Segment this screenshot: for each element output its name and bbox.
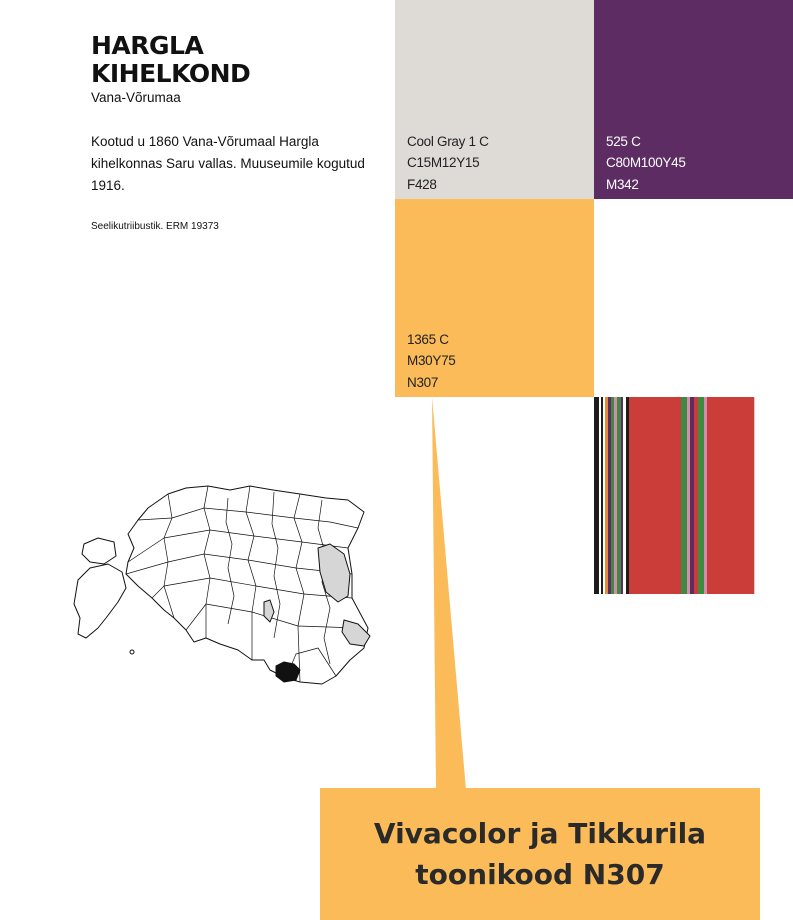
callout-pointer-shape	[432, 397, 466, 790]
region-subtitle: Vana-Võrumaa	[91, 90, 181, 105]
swatch-code-cmyk: C80M100Y45	[606, 155, 686, 170]
swatch-cool-gray	[395, 0, 594, 199]
map-islet	[130, 650, 134, 654]
stripe-pink	[687, 397, 690, 594]
stripe-pink	[614, 397, 617, 594]
skirt-stripe-pattern	[594, 397, 793, 594]
callout-line-2: toonikood N307	[415, 858, 665, 891]
stripe-black	[594, 397, 599, 594]
stripe-black	[601, 397, 603, 594]
swatch-code-cmyk: M30Y75	[407, 353, 456, 368]
stripe-pink	[704, 397, 707, 594]
description-text: Kootud u 1860 Vana-Võrumaal Hargla kihelkonnas Saru vallas. Muuseumile kogutud 1916.	[91, 134, 365, 193]
swatch-code-tone: M342	[606, 176, 639, 192]
estonia-parish-map-icon	[68, 478, 376, 690]
swatch-name: 525 C	[606, 133, 641, 149]
stripe-red	[707, 397, 754, 594]
callout-box	[320, 788, 760, 920]
callout-text	[374, 813, 706, 895]
stripe-purple	[608, 397, 611, 594]
map-hiiumaa	[82, 538, 116, 564]
caption-text: Seelikutriibustik. ERM 19373	[91, 221, 219, 232]
map-saaremaa	[74, 564, 126, 638]
stripe-red	[629, 397, 681, 594]
map-lake-peipus	[318, 544, 350, 602]
page-title	[91, 32, 250, 88]
stripe-green	[698, 397, 704, 594]
title-line-1: HARGLA	[91, 31, 204, 60]
stripe-black	[626, 397, 629, 594]
swatch-code-cmyk: C15M12Y15	[407, 155, 480, 170]
stripe-purple	[621, 397, 623, 594]
stripe-white	[603, 397, 605, 594]
map-lake-vortsjarv	[264, 600, 274, 622]
swatch-name: Cool Gray 1 C	[407, 133, 489, 149]
swatch-name: 1365 C	[407, 331, 449, 347]
stripe-red	[694, 397, 698, 594]
stripe-green	[617, 397, 621, 594]
title-line-2: KIHELKOND	[91, 59, 251, 88]
swatch-code-tone: F428	[407, 176, 437, 192]
swatch-yellow	[395, 199, 594, 397]
stripe-white	[599, 397, 601, 594]
swatch-code-tone: N307	[407, 374, 439, 390]
map-hargla-parish	[276, 662, 300, 682]
stripe-purple	[690, 397, 694, 594]
stripe-white	[623, 397, 626, 594]
stripe-orange	[605, 397, 608, 594]
callout-line-1: Vivacolor ja Tikkurila	[373, 817, 707, 850]
stripe-green	[681, 397, 687, 594]
stripe-green	[611, 397, 614, 594]
swatch-purple	[594, 0, 793, 199]
